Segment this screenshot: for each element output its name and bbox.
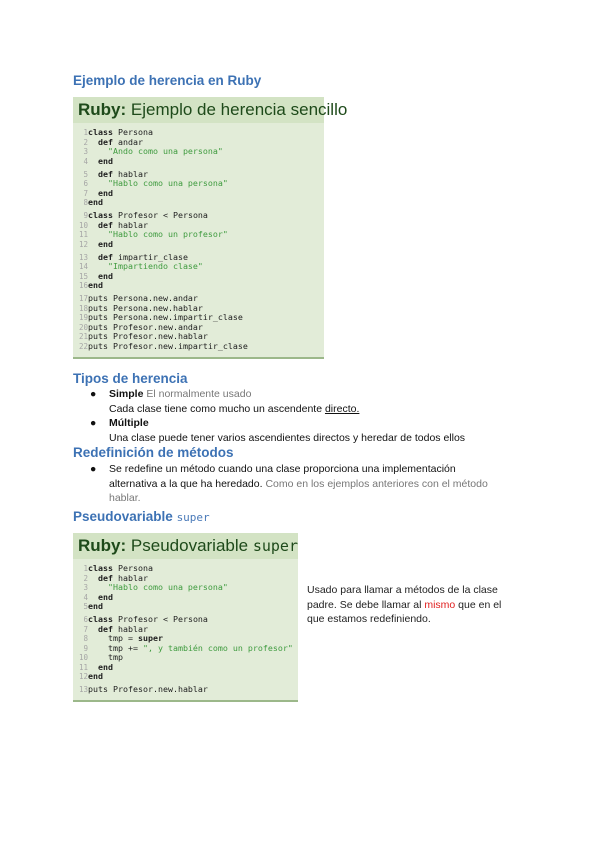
code-token: end (88, 591, 114, 602)
line-number: 13 (79, 252, 89, 262)
line-number: 2 (79, 137, 89, 147)
code-token: andar (113, 136, 143, 147)
code-line (79, 157, 324, 167)
line-number: 3 (79, 147, 89, 156)
code-token: end (88, 280, 104, 290)
line-number: 4 (79, 156, 89, 166)
code-line (79, 262, 324, 272)
code-token: hablar (113, 168, 148, 179)
code-token: "Hablo como una persona" (88, 582, 228, 592)
line-number: 14 (79, 262, 89, 271)
code-token: hablar (113, 219, 148, 230)
code-token: tmp (88, 652, 123, 662)
code-token: def (88, 168, 114, 179)
multiple-label: Múltiple (109, 417, 149, 429)
line-number: 1 (79, 128, 89, 137)
code-token: puts Profesor.new.hablar (88, 684, 208, 694)
code-token: Profesor < Persona (113, 614, 208, 624)
line-number: 22 (79, 341, 89, 351)
simple-label: Simple (109, 388, 144, 400)
code-token: end (88, 187, 114, 198)
code-token: hablar (113, 572, 148, 583)
line-number: 18 (79, 303, 89, 313)
code-line (79, 281, 324, 291)
code-line (79, 685, 298, 695)
code-block-herencia (73, 97, 348, 359)
line-number: 8 (79, 198, 89, 207)
line-number: 4 (79, 592, 89, 602)
code-listing (73, 123, 324, 351)
multiple-desc: Una clase puede tener varios ascendientes directos y heredar de todos ellos (109, 431, 466, 444)
code-token: class (88, 127, 114, 137)
line-number: 5 (79, 169, 89, 179)
line-number: 16 (79, 281, 89, 290)
line-number: 20 (79, 322, 89, 332)
line-number: 6 (79, 179, 89, 188)
line-number: 11 (79, 662, 89, 672)
line-number: 13 (79, 685, 89, 694)
bullet-simple: ● Simple El normalmente usado Cada clase tiene como mucho un ascendente directo. (90, 388, 360, 415)
code-token: end (88, 270, 114, 281)
code-line (79, 230, 324, 240)
code-token: def (88, 136, 114, 147)
code-token: puts Profesor.new.impartir_clase (88, 340, 248, 351)
code-token: super (137, 633, 163, 643)
line-number: 10 (79, 220, 89, 230)
code-token: end (88, 197, 104, 207)
heading-herencia-ruby: Ejemplo de herencia en Ruby (73, 73, 262, 88)
code-token: end (88, 601, 104, 611)
code-line (79, 198, 324, 208)
code-block-title: Ruby: Ejemplo de herencia sencillo (73, 97, 324, 123)
line-number: 8 (79, 634, 89, 643)
code-line (79, 147, 324, 157)
code-token: def (88, 251, 114, 262)
code-token: "Ando como una persona" (88, 146, 223, 156)
heading-redefinicion: Redefinición de métodos (73, 445, 234, 460)
code-listing (73, 559, 298, 695)
code-token: puts Persona.new.impartir_clase (88, 312, 243, 322)
code-token: tmp = (88, 633, 138, 643)
code-token: hablar (113, 623, 148, 634)
code-block-super (73, 533, 298, 702)
code-token: ", y también como un profesor" (142, 642, 293, 653)
line-number: 15 (79, 271, 89, 281)
code-token: "Impartiendo clase" (88, 261, 203, 271)
line-number: 10 (79, 653, 89, 662)
code-line (79, 672, 298, 682)
simple-desc: Cada clase tiene como mucho un ascendente (109, 402, 325, 415)
heading-tipos-herencia: Tipos de herencia (73, 371, 188, 386)
line-number: 6 (79, 615, 89, 624)
line-number: 7 (79, 188, 89, 198)
code-line (79, 663, 298, 673)
code-line (79, 240, 324, 250)
emphasis-mismo: mismo (424, 598, 456, 611)
simple-note: El normalmente usado (146, 388, 252, 400)
code-token: "Hablo como una persona" (88, 178, 228, 188)
code-token: def (88, 219, 114, 230)
code-line (79, 342, 324, 352)
code-token: puts Profesor.new.hablar (88, 331, 208, 341)
code-token: puts Profesor.new.andar (88, 321, 203, 332)
line-number: 3 (79, 583, 89, 592)
line-number: 21 (79, 332, 89, 341)
code-token: Persona (113, 563, 153, 573)
line-number: 17 (79, 294, 89, 303)
code-token: class (88, 614, 114, 624)
heading-pseudovariable: Pseudovariable super (73, 509, 210, 524)
code-line (79, 602, 298, 612)
simple-desc-link: directo. (324, 402, 360, 415)
line-number: 1 (79, 564, 89, 573)
line-number: 12 (79, 239, 89, 249)
code-token: puts Persona.new.hablar (88, 302, 203, 313)
line-number: 11 (79, 230, 89, 239)
code-token: Profesor < Persona (113, 210, 208, 220)
code-token: class (88, 210, 114, 220)
code-token: Persona (113, 127, 153, 137)
code-line (79, 272, 324, 282)
code-line (79, 179, 324, 189)
code-line (79, 593, 298, 603)
code-token: tmp += (88, 642, 143, 653)
code-token: def (88, 572, 114, 583)
code-token: end (88, 238, 114, 249)
super-explanation: Usado para llamar a métodos de la clase padre. Se debe llamar al mismo que en el que estamos redefiniendo. (307, 584, 502, 625)
code-token: end (88, 661, 114, 672)
bullet-redefinicion: ● Se redefine un método cuando una clase proporciona una implementación alternativa a la que ha heredado. Como en los ejemplos anteriores con el método hablar. (90, 463, 488, 504)
code-token: class (88, 563, 114, 573)
bullet-multiple: ● Múltiple Una clase puede tener varios ascendientes directos y heredar de todos ellos (90, 417, 466, 444)
code-token: "Hablo como un profesor" (88, 229, 228, 239)
code-token: end (88, 155, 114, 166)
line-number: 7 (79, 624, 89, 634)
line-number: 5 (79, 602, 89, 611)
code-token: puts Persona.new.andar (88, 293, 198, 303)
line-number: 9 (79, 643, 89, 653)
line-number: 9 (79, 211, 89, 220)
code-token: impartir_clase (113, 251, 188, 262)
code-token: def (88, 623, 114, 634)
code-line (79, 189, 324, 199)
code-block-title: Ruby: Pseudovariable super (73, 533, 298, 559)
line-number: 19 (79, 313, 89, 322)
line-number: 2 (79, 573, 89, 583)
code-token: end (88, 671, 104, 681)
line-number: 12 (79, 672, 89, 681)
